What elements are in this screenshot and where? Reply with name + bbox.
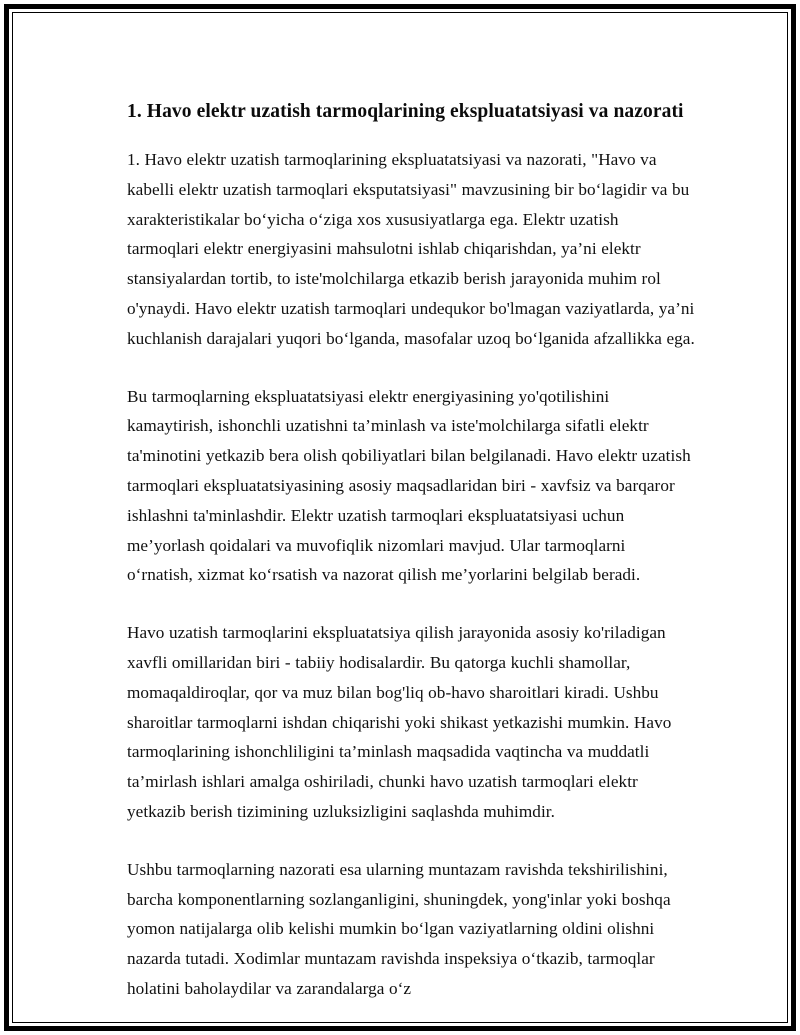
page-border-frame <box>4 4 796 1031</box>
page-title: 1. Havo elektr uzatish tarmoqlarining ekspluatatsiyasi va nazorati <box>127 101 684 122</box>
paragraph-supervision: Ushbu tarmoqlarning nazorati esa ularning muntazam ravishda tekshirilishini, barcha komponentlarning sozlanganligini, shuningdek, yong'inlar yoki boshqa yomon natijalarga olib kelishi mumkin boʻlgan vaziyatlarning oldini olishni nazarda tutadi. Xodimlar muntazam ravishda inspeksiya oʻtkazib, tarmoqlar holatini baholaydilar va zarandalarga oʻz <box>127 859 671 998</box>
paragraph-intro: 1. Havo elektr uzatish tarmoqlarining ekspluatatsiyasi va nazorati, "Havo va kabelli elektr uzatish tarmoqlari eksputatsiyasi" mavzusining bir boʻlagidir va bu xarakteristikalar boʻyicha oʻziga xos xususiyatlarga ega. Elektr uzatish tarmoqlari elektr energiyasini mahsulotni ishlab chiqarishdan, ya’ni elektr stansiyalardan tortib, to iste'molchilarga etkazib berish jarayonida muhim rol o'ynaydi. Havo elektr uzatish tarmoqlari undequkor bo'lmagan vaziyatlarda, ya’ni kuchlanish darajalari yuqori boʻlganda, masofalar uzoq boʻlganida afzallikka ega. <box>127 150 695 348</box>
paragraph-risks: Havo uzatish tarmoqlarini ekspluatatsiya qilish jarayonida asosiy ko'riladigan xavfli omillaridan biri - tabiiy hodisalardir. Bu qatorga kuchli shamollar, momaqaldiroqlar, qor va muz bilan bog'liq ob-havo sharoitlari kiradi. Ushbu sharoitlar tarmoqlarni ishdan chiqarishi yoki shikast yetkazishi mumkin. Havo tarmoqlarining ishonchliligini ta’minlash maqsadida vaqtincha va muddatli ta’mirlash ishlari amalga oshiriladi, chunki havo uzatish tarmoqlari elektr yetkazib berish tizimining uzluksizligini saqlashda muhimdir. <box>127 623 672 821</box>
document-body <box>127 97 695 1004</box>
paragraph-goals: Bu tarmoqlarning ekspluatatsiyasi elektr energiyasining yo'qotilishini kamaytirish, ishonchli uzatishni ta’minlash va iste'molchilarga sifatli elektr ta'minotini yetkazib bera olish qobiliyatlari bilan belgilanadi. Havo elektr uzatish tarmoqlari ekspluatatsiyasining asosiy maqsadlaridan biri - xavfsiz va barqaror ishlashni ta'minlashdir. Elektr uzatish tarmoqlari ekspluatatsiyasi uchun me’yorlash qoidalari va muvofiqlik nizomlari mavjud. Ular tarmoqlarni oʻrnatish, xizmat koʻrsatish va nazorat qilish me’yorlarini belgilab beradi. <box>127 386 691 585</box>
